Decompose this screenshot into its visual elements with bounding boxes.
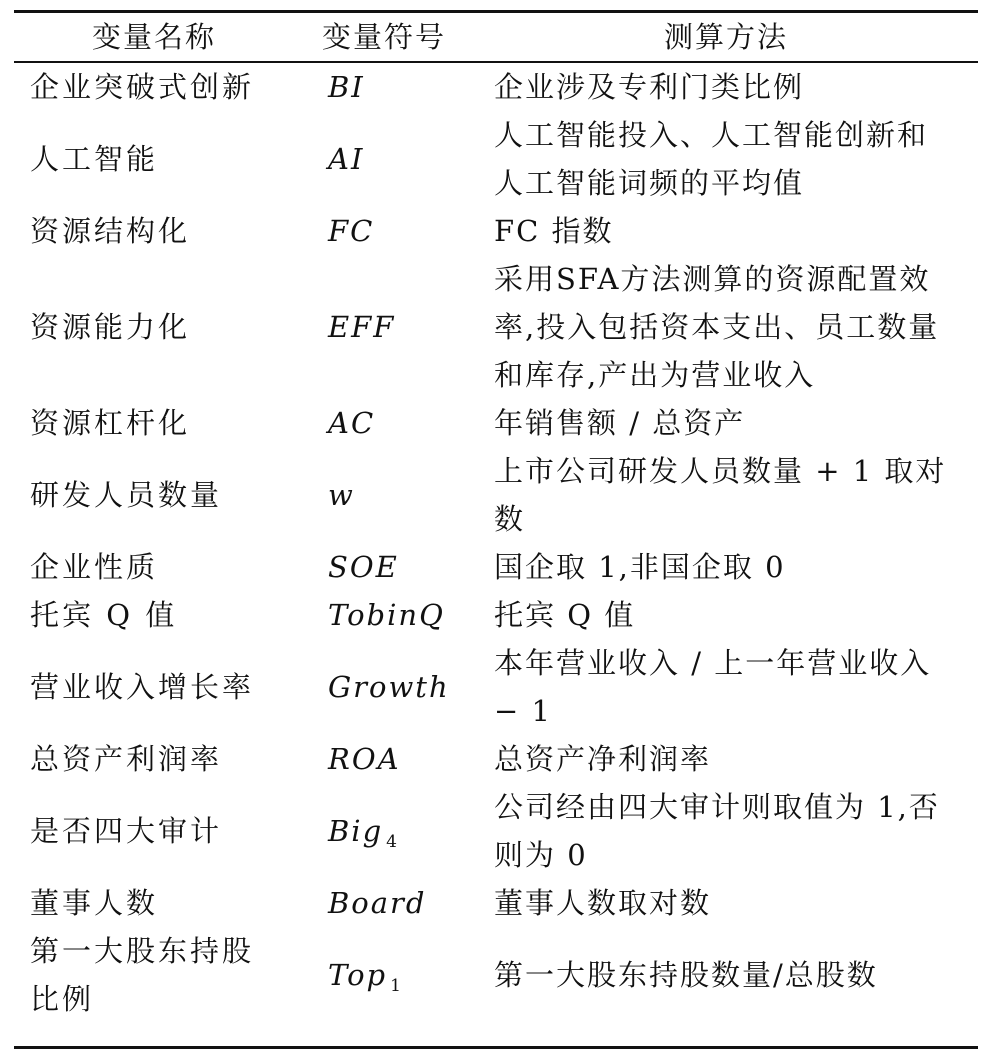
measurement-method-text: − 1	[494, 694, 552, 728]
measurement-method-text: 人工智能投入、人工智能创新和	[494, 118, 929, 152]
variable-name-text: 托宾 Q 值	[30, 598, 178, 632]
variable-symbol-text: Top	[328, 958, 388, 992]
variable-symbol-cell	[294, 471, 474, 519]
variable-name-text: 资源杠杆化	[30, 406, 191, 440]
variable-symbol-text: Growth	[328, 670, 450, 704]
measurement-method-cell	[474, 399, 978, 447]
variable-name-text: 营业收入增长率	[30, 670, 255, 704]
measurement-method-text: FC 指数	[494, 214, 614, 248]
table-row	[14, 591, 978, 639]
variable-name-text: 资源结构化	[30, 214, 191, 248]
measurement-method-text: 企业涉及专利门类比例	[494, 70, 805, 104]
table-row	[14, 639, 978, 735]
variable-name-cell	[14, 543, 294, 591]
variable-symbol-cell	[294, 879, 474, 927]
measurement-method-text: 年销售额 / 总资产	[494, 406, 746, 440]
variable-name-text: 总资产利润率	[30, 742, 223, 776]
variable-symbol-text: AC	[328, 406, 376, 440]
variable-symbol-subscript: 1	[390, 976, 403, 996]
header-variable-symbol: 变量符号	[321, 20, 446, 54]
variable-symbol-cell	[294, 735, 474, 783]
variable-symbol-cell	[294, 135, 474, 183]
variable-name-cell	[14, 927, 294, 1023]
variable-symbol-text: ROA	[328, 742, 401, 776]
measurement-method-text: 率,投入包括资本支出、员工数量	[494, 310, 940, 344]
header-variable-name: 变量名称	[91, 20, 216, 54]
table-row	[14, 63, 978, 111]
table-row	[14, 783, 978, 879]
measurement-method-cell	[474, 591, 978, 639]
measurement-method-cell	[474, 543, 978, 591]
measurement-method-text: 上市公司研发人员数量 + 1 取对	[494, 454, 947, 488]
variable-symbol-subscript: 4	[386, 832, 399, 852]
variable-symbol-cell	[294, 399, 474, 447]
measurement-method-text: 则为 0	[494, 838, 588, 872]
measurement-method-cell	[474, 207, 978, 255]
measurement-method-text: 和库存,产出为营业收入	[494, 358, 816, 392]
variable-name-cell	[14, 879, 294, 927]
variable-name-cell	[14, 471, 294, 519]
variable-name-text: 资源能力化	[30, 310, 191, 344]
table-bottom-rule	[14, 1046, 978, 1049]
variable-name-text: 企业突破式创新	[30, 70, 255, 104]
variable-name-cell	[14, 63, 294, 111]
header-measurement-method: 测算方法	[663, 20, 788, 54]
variable-name-cell	[14, 735, 294, 783]
variable-symbol-cell	[294, 207, 474, 255]
variable-symbol-cell	[294, 543, 474, 591]
table-row	[14, 255, 978, 399]
measurement-method-cell	[474, 951, 978, 999]
table-row	[14, 207, 978, 255]
table-row	[14, 447, 978, 543]
variable-name-cell	[14, 591, 294, 639]
variable-name-cell	[14, 207, 294, 255]
variable-symbol-text: w	[328, 478, 355, 512]
variable-name-cell	[14, 135, 294, 183]
variable-symbol-text: Big	[328, 814, 384, 848]
variable-symbol-text: FC	[328, 214, 375, 248]
measurement-method-cell	[474, 447, 978, 543]
measurement-method-text: 董事人数取对数	[494, 886, 712, 920]
variable-symbol-cell	[294, 663, 474, 711]
variable-name-cell	[14, 399, 294, 447]
measurement-method-text: 公司经由四大审计则取值为 1,否	[494, 790, 940, 824]
measurement-method-cell	[474, 735, 978, 783]
variable-name-text: 比例	[30, 982, 95, 1016]
table-row	[14, 879, 978, 927]
table-row	[14, 111, 978, 207]
variable-name-cell	[14, 303, 294, 351]
variable-symbol-text: AI	[328, 142, 365, 176]
variable-symbol-cell	[294, 63, 474, 111]
variable-name-text: 人工智能	[30, 142, 159, 176]
variable-symbol-cell	[294, 807, 474, 855]
measurement-method-text: 总资产净利润率	[494, 742, 712, 776]
variable-symbol-cell	[294, 303, 474, 351]
measurement-method-cell	[474, 783, 978, 879]
variable-symbol-text: TobinQ	[328, 598, 445, 632]
table-row	[14, 735, 978, 783]
variable-name-text: 是否四大审计	[30, 814, 223, 848]
variable-symbol-text: SOE	[328, 550, 399, 584]
variable-name-text: 董事人数	[30, 886, 159, 920]
variable-symbol-cell	[294, 591, 474, 639]
table-row	[14, 399, 978, 447]
measurement-method-text: 托宾 Q 值	[494, 598, 636, 632]
variable-name-text: 第一大股东持股	[30, 934, 255, 968]
measurement-method-text: 采用SFA方法测算的资源配置效	[494, 262, 931, 296]
measurement-method-text: 数	[494, 502, 526, 536]
variable-symbol-text: BI	[328, 70, 365, 104]
table-body	[14, 63, 978, 1023]
measurement-method-cell	[474, 255, 978, 399]
measurement-method-text: 国企取 1,非国企取 0	[494, 550, 786, 584]
measurement-method-cell	[474, 639, 978, 735]
measurement-method-text: 本年营业收入 / 上一年营业收入	[494, 646, 932, 680]
variable-symbol-cell	[294, 951, 474, 999]
variable-name-text: 企业性质	[30, 550, 159, 584]
measurement-method-cell	[474, 63, 978, 111]
variable-name-cell	[14, 663, 294, 711]
table-header-row	[14, 13, 978, 61]
table-row	[14, 927, 978, 1023]
measurement-method-cell	[474, 111, 978, 207]
variable-symbol-text: EFF	[328, 310, 396, 344]
measurement-method-text: 第一大股东持股数量/总股数	[494, 958, 878, 992]
variable-name-text: 研发人员数量	[30, 478, 223, 512]
measurement-method-cell	[474, 879, 978, 927]
variable-symbol-text: Board	[328, 886, 427, 920]
measurement-method-text: 人工智能词频的平均值	[494, 166, 805, 200]
table-row	[14, 543, 978, 591]
variable-name-cell	[14, 807, 294, 855]
